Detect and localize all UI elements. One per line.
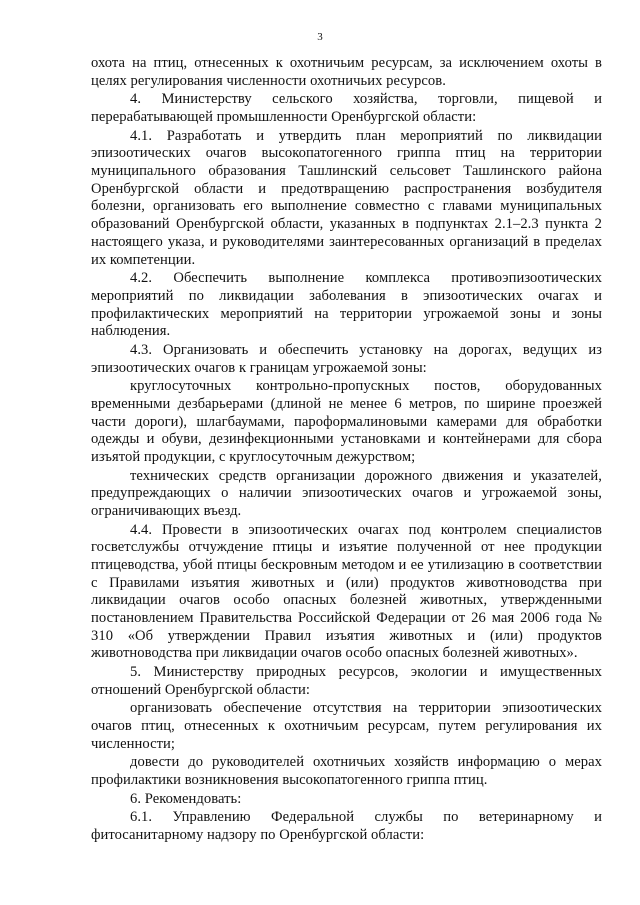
paragraph-5: 5. Министерству природных ресурсов, экологии и имущественных отношений Оренбургской области: <box>91 664 602 698</box>
paragraph-4-4: 4.4. Провести в эпизоотических очагах под контролем специалистов госветслужбы отчуждение птицы и изъятие полученной от нее продукции птицеводства, убой птицы бескровным методом и ее утилизацию в соответствии с Правилами изъятия животных и (или) продуктов животноводства при ликвидации очагов особо опасных болезней животных, утвержденными постановлением Правительства Российской Федерации от 26 мая 2006 года № 310 «Об утверждении Правил изъятия животных и (или) продуктов животноводства при ликвидации очагов особо опасных болезней животных». <box>91 521 602 662</box>
paragraph-4-3-signs: технических средств организации дорожного движения и указателей, предупреждающих о наличии эпизоотических очагов и угрожаемой зоны, ограничивающих въезд. <box>91 467 602 519</box>
paragraph-4-3-posts: круглосуточных контрольно-пропускных постов, оборудованных временными дезбарьерами (длиной не менее 6 метров, по ширине проезжей части дороги), шлагбаумами, пароформалиновыми камерами для обработки одежды и обуви, дезинфекционными установками и контейнерами для сбора изъятой продукции, с круглосуточным дежурством; <box>91 378 602 465</box>
document-body <box>91 55 602 846</box>
paragraph-4-1: 4.1. Разработать и утвердить план мероприятий по ликвидации эпизоотических очагов высокопатогенного гриппа птиц на территории муниципального образования Ташлинский сельсовет Ташлинского района Оренбургской области и предотвращению распространения возбудителя болезни, организовать его выполнение совместно с главами муниципальных образований Оренбургской области, указанных в подпунктах 2.1–2.3 пункта 2 настоящего указа, и руководителями заинтересованных организаций в пределах их компетенции. <box>91 127 602 268</box>
paragraph-4-3: 4.3. Организовать и обеспечить установку на дорогах, ведущих из эпизоотических очагов к границам угрожаемой зоны: <box>91 341 602 376</box>
paragraph-4-2: 4.2. Обеспечить выполнение комплекса противоэпизоотических мероприятий по ликвидации заболевания в эпизоотических очагах и профилактических мероприятий на территории угрожаемой зоны и зоны наблюдения. <box>91 270 602 340</box>
paragraph-5-organize: организовать обеспечение отсутствия на территории эпизоотических очагов птиц, отнесенных к охотничьим ресурсам, путем регулирования их численности; <box>91 700 602 752</box>
paragraph-6: 6. Рекомендовать: <box>130 790 242 807</box>
paragraph-4: 4. Министерству сельского хозяйства, торговли, пищевой и перерабатывающей промышленности Оренбургской области: <box>91 91 602 125</box>
paragraph-6-1: 6.1. Управлению Федеральной службы по ветеринарному и фитосанитарному надзору по Оренбургской области: <box>91 809 602 843</box>
paragraph-continuation: охота на птиц, отнесенных к охотничьим ресурсам, за исключением охоты в целях регулирования численности охотничьих ресурсов. <box>91 55 602 89</box>
paragraph-5-inform: довести до руководителей охотничьих хозяйств информацию о мерах профилактики возникновения высокопатогенного гриппа птиц. <box>91 754 602 789</box>
page-number: 3 <box>317 31 323 43</box>
